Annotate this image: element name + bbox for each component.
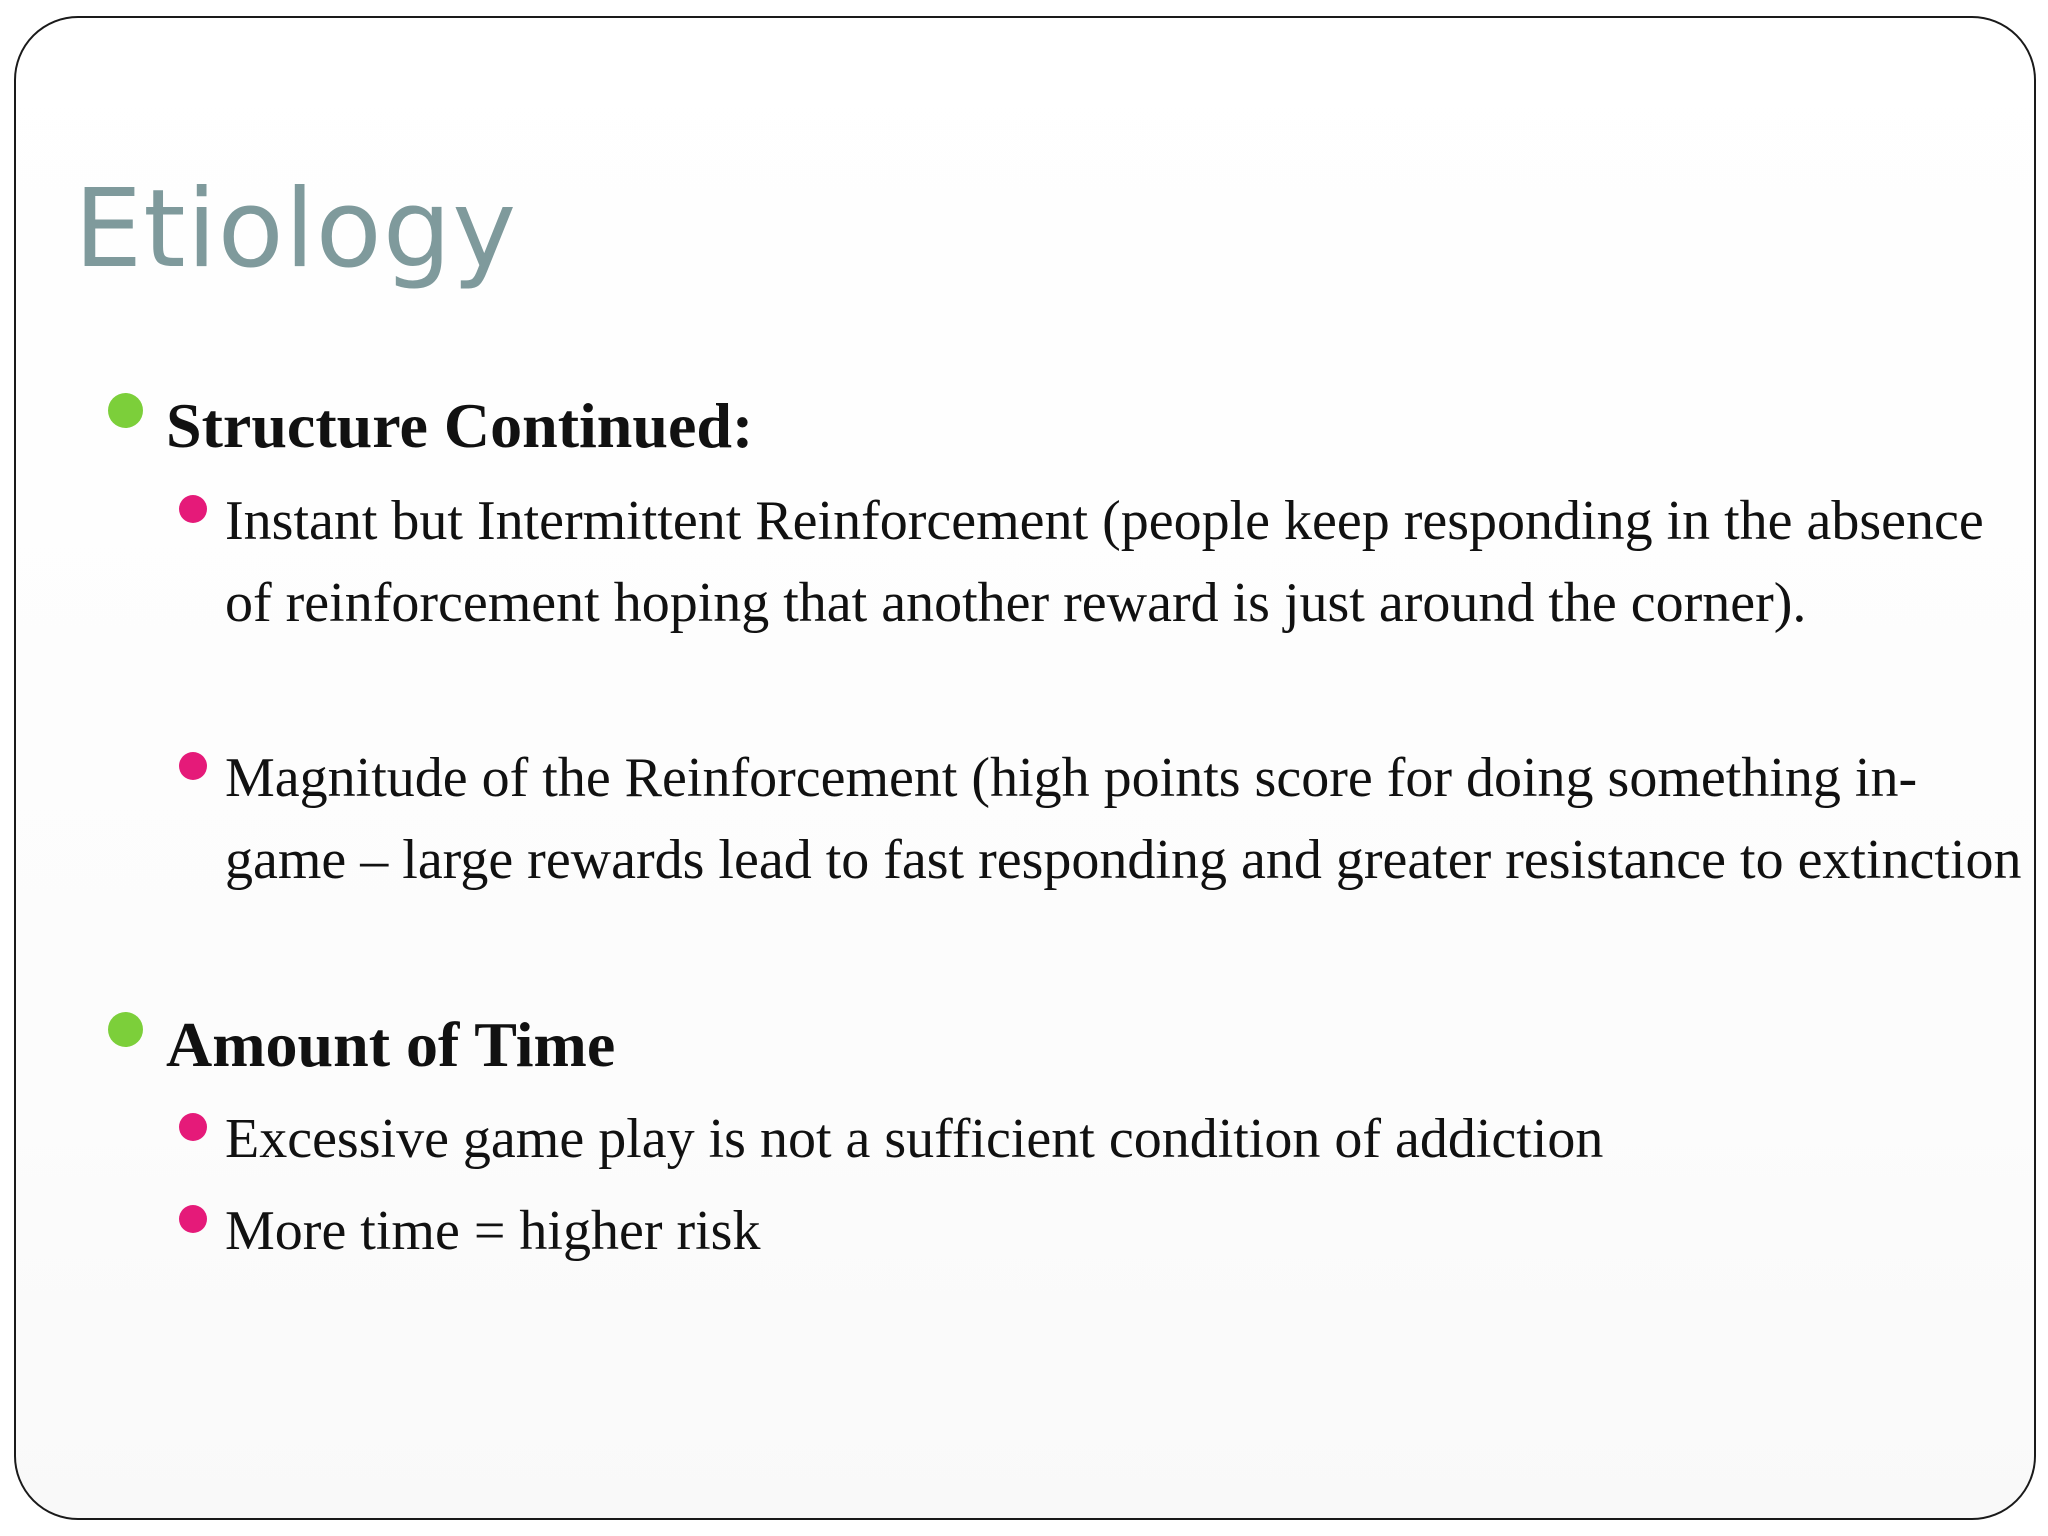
- green-bullet-icon: [108, 1012, 143, 1047]
- green-bullet-icon: [108, 393, 143, 428]
- section-heading-amount-of-time: Amount of Time: [166, 1009, 616, 1080]
- bullet-excessive-game-play: Excessive game play is not a sufficient condition of addiction: [225, 1108, 1604, 1170]
- pink-bullet-icon: [179, 495, 207, 523]
- bullet-more-time-higher-risk: More time = higher risk: [225, 1200, 761, 1262]
- section-heading-structure: Structure Continued:: [166, 390, 754, 461]
- pink-bullet-icon: [179, 1205, 207, 1233]
- bullet-magnitude-reinforcement: Magnitude of the Reinforcement (high points score for doing something in-game – large rewards lead to fast responding and greater resistance to extinction: [225, 747, 2022, 891]
- bullet-intermittent-reinforcement: Instant but Intermittent Reinforcement (people keep responding in the absence of reinforcement hoping that another reward is just around the corner).: [225, 490, 1984, 634]
- pink-bullet-icon: [179, 752, 207, 780]
- slide-title: Etiology: [74, 167, 518, 292]
- slide-frame: [14, 16, 2036, 1520]
- pink-bullet-icon: [179, 1113, 207, 1141]
